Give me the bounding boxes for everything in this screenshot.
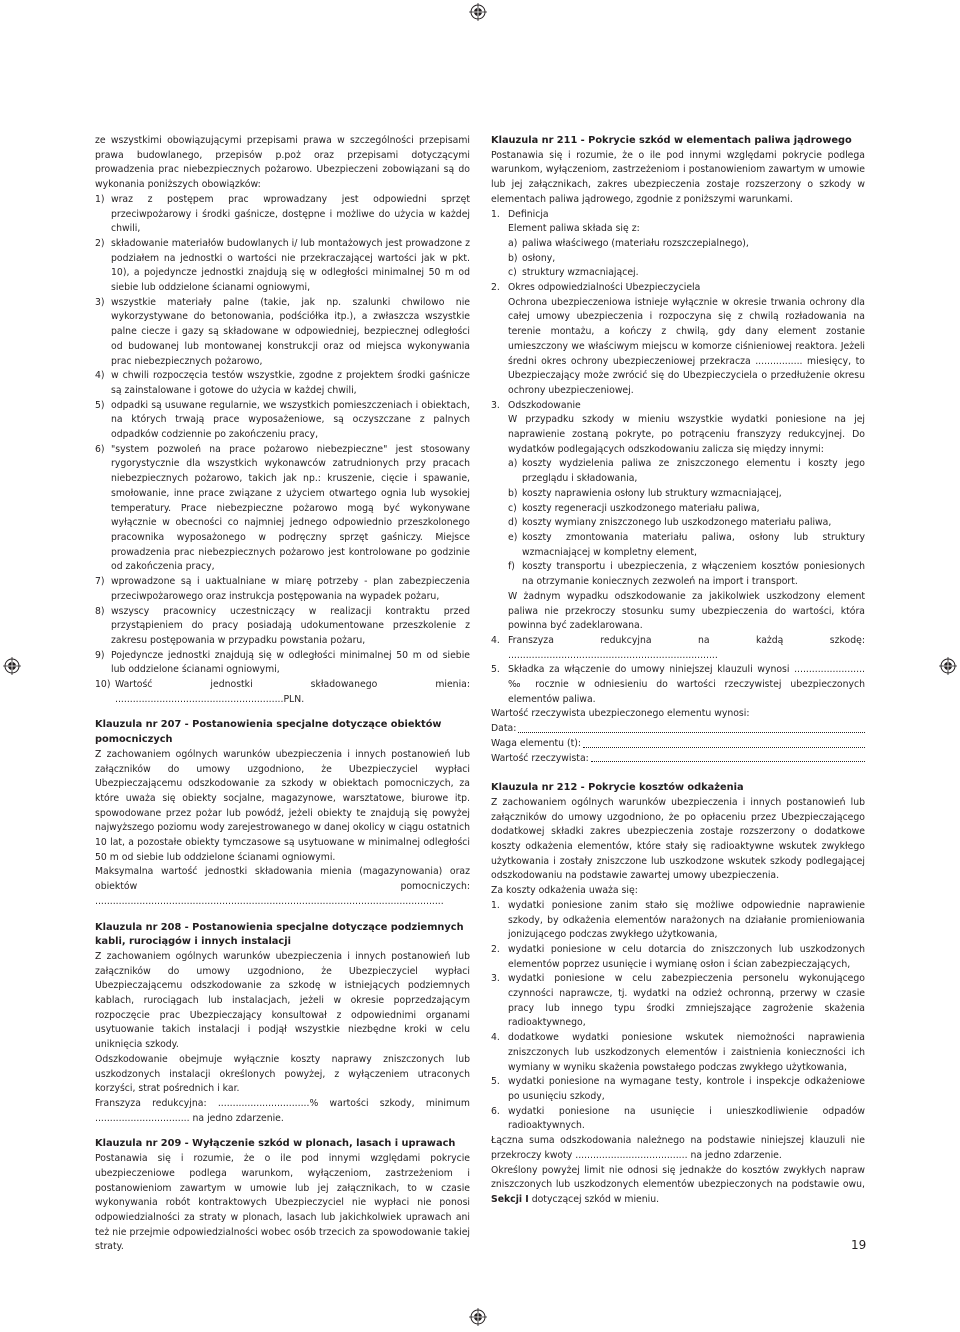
list-item: c) struktury wzmacniającej. [508,267,639,279]
clause-208-heading: Klauzula nr 208 - Postanowienia specjalne dotyczące podziemnych kabli, rurociągów i innych instalacji [95,921,464,948]
list-item: 8) wszyscy pracownicy uczestniczący w realizacji kontraktu przed przystąpieniem do pracy posiadają udokumentowane przeszkolenie z zakresu postępowania w przypadku powstania pożaru, [95,605,470,646]
intro-paragraph: ze wszystkimi obowiązującymi przepisami prawa w szczególności przepisami prawa budowlanego, przepisów p.poż oraz przepisami dotyczącymi prowadzenia prac niebezpiecznych pożarowo. Ubezpieczeni zobowiązani są do wykonania poniższych obowiązków: [95,135,470,191]
list-item: f) koszty transportu i ubezpieczenia, z włączeniem kosztów poniesionych na otrzymanie koniecznych zezwoleń na import i transport. [508,561,865,588]
clause-208-paragraph: Z zachowaniem ogólnych warunków ubezpieczenia i innych postanowień lub załączników do umowy uzgodniono, że Ubezpieczyciel wypłaci Ubezpieczającemu odszkodowanie za szkodę w istniejących podziemnych kablach, rurociągach lub instalacjach, jeżeli w okresie poprzedzającym rozpoczęcie prac Ubezpieczający konsultował z odpowiednimi organami usytuowanie takich instalacji i podjął wszystkie niezbędne kroki w celu uniknięcia szkody. [95,950,470,1051]
list-item: 3) wszystkie materiały palne (takie, jak np. szalunki chwilowo nie wykorzystywane do betonowania, podściółka itp.), a zwłaszcza wszystkie palne ciecze i gazy są składowane w odpowiedniej, bezpiecznej odległości od budowanej lub montowanej konstrukcji oraz od miejsca wykonywania prac niebezpiecznych pożarowo, [95,296,470,367]
list-item: c) koszty regeneracji uszkodzonego materiału paliwa, [508,502,760,514]
clause-212-paragraph: Określony powyżej limit nie odnosi się jednakże do kosztów zwykłych napraw zniszczonych lub uszkodzonych elementów ubezpieczonych na podstawie owu, Sekcji I dotyczącej szkód w mieniu. [491,1164,865,1205]
form-field-weight[interactable]: Waga elementu (t): [491,737,865,752]
list-item: 1. wydatki poniesione zanim stało się możliwe odpowiednie naprawienie szkody, by odkażenia elementów narażonych na działanie promieniowania jonizującego podczas zwykłego użytkowania, [491,899,865,941]
section-text: Element paliwa składa się z: [508,223,640,235]
clause-211-paragraph: Postanawia się i rozumie, że o ile pod innymi względami pokrycie podlega warunkom, wyłączeniom, zastrzeżeniom i postanowieniom zawartym w umowie lub jej załącznikach, zakres ubezpieczenia zostaje rozszerzony o szkody w elementach paliwa jądrowego, zgodnie z poniższymi warunkami. [491,149,865,205]
section-text: W przypadku szkody w mieniu wszystkie wydatki poniesione na jej naprawienie zostaną pokryte, po potrąceniu franszyzy redukcyjnej. Do wydatków podlegających odszkodowaniu zalicza się między innymi: [508,414,865,455]
clause-207-paragraph: Maksymalna wartość jednostki składowania mienia (magazynowania) oraz obiektów pomocniczych: ...................................................................................................................... [95,866,470,907]
clause-212-heading: Klauzula nr 212 - Pokrycie kosztów odkażenia [491,782,744,794]
registration-mark-icon [469,3,487,21]
left-column [95,134,470,1255]
list-item: a) paliwa właściwego (materiału rozszczepialnego), [508,237,749,249]
list-item: 10) Wartość jednostki składowanego mienia: .........................................................PLN. [95,679,470,705]
section-text: W żadnym wypadku odszkodowanie za jakikolwiek uszkodzony element paliwa nie przekroczy stosunku sumy ubezpieczenia do wartości, która powinna być zadeklarowana. [508,590,865,632]
clause-208-paragraph: Odszkodowanie obejmuje wyłącznie koszty naprawy zniszczonych lub uszkodzonych instalacji określonych powyżej, z wyłączeniem utraconych korzyści, strat pośrednich i kar. [95,1053,470,1095]
clause-212-paragraph: Łączna suma odszkodowania należnego na podstawie niniejszej klauzuli nie przekroczy kwoty ...................................... na jedno zdarzenie. [491,1135,865,1161]
list-item: 4) w chwili rozpoczęcia testów wszystkie, zgodne z projektem środki gaśnicze są zainstalowane i gotowe do użycia w każdej chwili, [95,370,470,396]
list-item: a) koszty wydzielenia paliwa ze zniszczonego elementu i koszty jego przeglądu i składowania, [508,458,865,485]
right-column [491,134,865,1208]
section-heading: 1. Definicja [491,208,549,220]
list-item: 6) "system pozwoleń na prace pożarowo niebezpieczne" jest stosowany rygorystycznie dla wszystkich wykonawców zatrudnionych przy pracach niebezpiecznych pożarowo, takich jak np.: kruszenie, cięcie i spawanie, smołowanie, inne prace związane z użyciem otwartego ognia lub wysokiej temperatury. Prace niebezpieczne pożarowo mogą być wykonywane wyłącznie w obecności co najmniej jednego odpowiednio przeszkolonego pracownika wyposażonego w podręczny sprzęt gaśniczy. Miejsce prowadzenia prac niebezpiecznych pożarowo jest kontrolowane po godzinie od zakończenia pracy, [95,443,470,573]
list-item: 1) wraz z postępem prac wprowadzany jest odpowiedni sprzęt przeciwpożarowy i środki gaśnicze, dostępne i możliwe do użycia w każdej chwili, [95,193,470,235]
registration-mark-icon [3,657,21,675]
form-intro: Wartość rzeczywista ubezpieczonego elementu wynosi: [491,708,750,720]
list-item: 2) składowanie materiałów budowlanych i/ lub montażowych jest prowadzone z podziałem na jednostki o wartości nie przekraczającej wartości jak w pkt. 10), a pojedyncze jednostki znajdują się w odległości minimalnej 50 m od siebie lub oddzielone ścianami ogniowymi, [95,237,470,294]
clause-212-paragraph: Z zachowaniem ogólnych warunków ubezpieczenia i innych postanowień lub załączników do umowy uzgodniono, że po opłaceniu przez Ubezpieczającego dodatkowej składki zakres ubezpieczenia zostaje rozszerzony o dodatkowe koszty odkażenia elementów, które stały się radioaktywne wskutek zwykłego użytkowania i zostały zniszczone lub uszkodzone wskutek szkody podlegającej odszkodowaniu na podstawie zawartej umowy ubezpieczenia. [491,796,865,882]
section-item: 5. Składka za włączenie do umowy niniejszej klauzuli wynosi ........................ ‰ rocznie w odniesieniu do wartości rzeczywistej ubezpieczonych elementów paliwa. [491,664,865,705]
form-field-date[interactable]: Data: [491,722,865,737]
list-item: 5. wydatki poniesione na wymagane testy, kontrole i inspekcje odkażeniowe po usunięciu szkody, [491,1076,865,1102]
list-item: 2. wydatki poniesione w celu dotarcia do zniszczonych lub uszkodzonych elementów poprzez usunięcie i wymianę osłon i ścian zabezpieczających, [491,943,865,970]
section-heading: 2. Okres odpowiedzialności Ubezpieczyciela [491,282,701,294]
page-number: 19 [851,1238,867,1252]
clause-212-paragraph: Za koszty odkażenia uważa się: [491,885,638,897]
section-text: Ochrona ubezpieczeniowa istnieje wyłącznie w okresie trwania ochrony dla całej umowy ubezpieczenia i rozpoczyna się z chwilą rozładowania na terenie montażu, a kończy z chwilą, gdy dany element zostanie umieszczony we właściwym miejscu w komorze ciśnieniowej reaktora. Jeżeli średni okres ochrony ubezpieczeniowej przekracza ................ miesięcy, to Ubezpieczający może zwrócić się do Ubezpieczyciela o przedłużenie okresu ochrony ubezpieczeniowej. [508,296,865,396]
list-item: 9) Pojedyncze jednostki znajdują się w odległości minimalnej 50 m od siebie lub oddzielone ścianami ogniowymi, [95,649,470,676]
list-item: 3. wydatki poniesione w celu zabezpieczenia personelu wykonującego czynności naprawcze, tj. wydatki na odzież ochronną, przerwy w czasie pracy lub innego typu środki zmniejszające zagrożenie skażenia radioaktywnego, [491,973,865,1029]
list-item: b) koszty naprawienia osłony lub struktury wzmacniającej, [508,487,782,499]
list-item: e) koszty zmontowania materiału paliwa, osłony lub struktury wzmacniającej w kompletny element, [508,531,865,558]
list-item: 5) odpadki są usuwane regularnie, we wszystkich pomieszczeniach i obiektach, na których trwają prace wyposażeniowe, są oczyszczane z palnych odpadków codziennie po zakończeniu pracy, [95,399,470,441]
clause-209-paragraph: Postanawia się i rozumie, że o ile pod innymi względami pokrycie ubezpieczeniowe podlega warunkom, wyłączeniom, zastrzeżeniom i postanowieniom zawartym w umowie lub jej załącznikach, to w czasie wykonywania robót kontraktowych Ubezpieczyciel nie wypłaci nie ponosi odpowiedzialności za straty w plonach, lasach lub jakichkolwiek uprawach ani też nie przejmie odpowiedzialności wobec osób trzecich za spowodowanie takiej straty. [95,1153,470,1253]
duties-list [95,193,470,708]
list-item: 7) wprowadzone są i uaktualniane w miarę potrzeby - plan zabezpieczenia przeciwpożarowego oraz instrukcja postępowania na wypadek pożaru, [95,576,470,602]
clause-209-heading: Klauzula nr 209 - Wyłączenie szkód w plonach, lasach i uprawach [95,1138,456,1150]
clause-208-paragraph: Franszyza redukcyjna: ...............................% wartości szkody, minimum ................................ na jedno zdarzenie. [95,1098,470,1124]
registration-mark-icon [469,1308,487,1326]
registration-mark-icon [939,657,957,675]
list-item: b) osłony, [508,252,556,264]
list-item: 4. dodatkowe wydatki poniesione wskutek niemożności naprawienia zniszczonych lub uszkodzonych elementów i zaistnienia konieczności ich wymiany w wyniku skażenia powstałego podczas zwykłego użytkowania, [491,1032,865,1073]
list-item: 6. wydatki poniesione na usunięcie i unieszkodliwienie odpadów radioaktywnych. [491,1105,865,1132]
clause-207-heading: Klauzula nr 207 - Postanowienia specjalne dotyczące obiektów pomocniczych [95,719,442,746]
form-field-value[interactable]: Wartość rzeczywista: [491,752,865,767]
clause-207-paragraph: Z zachowaniem ogólnych warunków ubezpieczenia i innych postanowień lub załączników do umowy uzgodniono, że Ubezpieczyciel wypłaci Ubezpieczającemu odszkodowanie za szkody w obiektach pomocniczych, za które uważa się obiekty socjalne, magazynowe, warsztatowe, biurowe itp. spowodowane przez pożar lub powódź, jeżeli obiekty te znajdują się powyżej najwyższego poziomu wody zarejestrowanego w danej okolicy w ciągu ostatnich 10 lat, a pozostałe obiekty tymczasowe są usytuowane w minimalnej odległości 50 m od siebie lub oddzielone ścianami ogniowymi. [95,748,470,863]
list-item: d) koszty wymiany zniszczonego lub uszkodzonego materiału paliwa, [508,517,832,529]
clause-211-heading: Klauzula nr 211 - Pokrycie szkód w elementach paliwa jądrowego [491,135,852,146]
section-heading: 3. Odszkodowanie [491,399,581,411]
section-item: 4. Franszyza redukcyjna na każdą szkodę: ....................................................................... [491,634,865,661]
